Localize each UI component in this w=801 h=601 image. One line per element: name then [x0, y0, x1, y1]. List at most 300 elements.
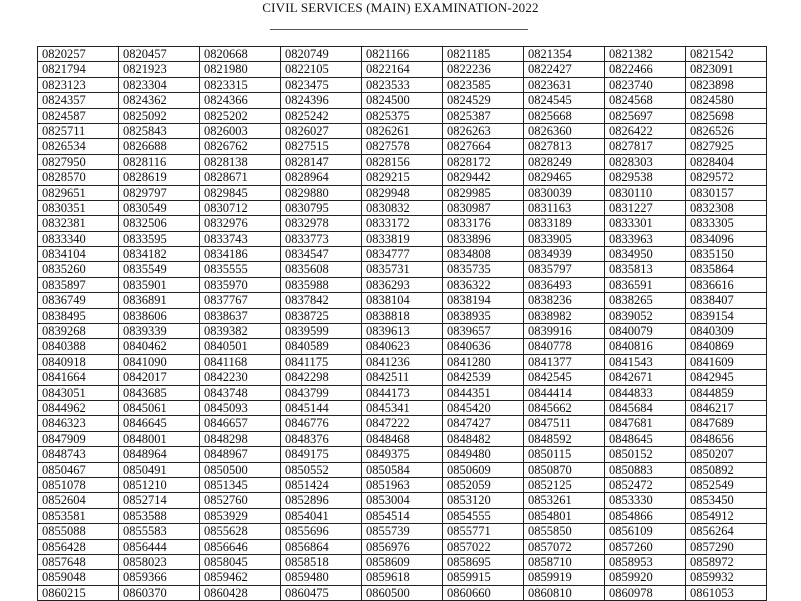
roll-number-cell: 0850491 [119, 462, 200, 477]
roll-number-cell: 0826263 [443, 123, 524, 138]
roll-number-cell: 0840309 [686, 324, 767, 339]
table-row [38, 324, 767, 339]
roll-number-cell: 0852549 [686, 477, 767, 492]
roll-number-cell: 0826762 [200, 139, 281, 154]
roll-number-cell: 0848967 [200, 447, 281, 462]
roll-number-cell: 0835260 [38, 262, 119, 277]
roll-number-cell: 0846645 [119, 416, 200, 431]
roll-number-cell: 0853450 [686, 493, 767, 508]
roll-number-cell: 0852604 [38, 493, 119, 508]
roll-number-cell: 0846217 [686, 400, 767, 415]
roll-number-cell: 0854801 [524, 508, 605, 523]
roll-number-cell: 0859462 [200, 570, 281, 585]
table-row [38, 293, 767, 308]
roll-number-cell: 0858972 [686, 554, 767, 569]
roll-number-cell: 0847222 [362, 416, 443, 431]
roll-number-cell: 0844351 [443, 385, 524, 400]
roll-number-cell: 0828671 [200, 170, 281, 185]
roll-number-cell: 0855628 [200, 524, 281, 539]
table-row [38, 216, 767, 231]
roll-number-cell: 0860215 [38, 585, 119, 600]
roll-number-cell: 0835731 [362, 262, 443, 277]
table-row [38, 262, 767, 277]
roll-number-cell: 0848645 [605, 431, 686, 446]
roll-number-cell: 0826534 [38, 139, 119, 154]
roll-number-cell: 0845684 [605, 400, 686, 415]
table-row [38, 554, 767, 569]
roll-number-cell: 0853261 [524, 493, 605, 508]
roll-number-cell: 0838236 [524, 293, 605, 308]
roll-number-cell: 0821185 [443, 47, 524, 62]
roll-number-cell: 0822105 [281, 62, 362, 77]
roll-number-cell: 0845420 [443, 400, 524, 415]
table-row [38, 370, 767, 385]
roll-number-cell: 0833305 [686, 216, 767, 231]
roll-number-cell: 0857648 [38, 554, 119, 569]
roll-number-cell: 0858609 [362, 554, 443, 569]
roll-number-cell: 0825843 [119, 123, 200, 138]
roll-number-cell: 0838637 [200, 308, 281, 323]
roll-number-cell: 0838725 [281, 308, 362, 323]
roll-number-cell: 0850609 [443, 462, 524, 477]
roll-number-cell: 0820257 [38, 47, 119, 62]
roll-number-cell: 0828404 [686, 154, 767, 169]
roll-number-cell: 0833896 [443, 231, 524, 246]
roll-number-cell: 0828570 [38, 170, 119, 185]
roll-number-cell: 0825698 [686, 108, 767, 123]
table-row [38, 139, 767, 154]
title-underline [270, 29, 528, 30]
roll-number-cell: 0827817 [605, 139, 686, 154]
roll-number-cell: 0835988 [281, 277, 362, 292]
roll-number-cell: 0855088 [38, 524, 119, 539]
table-row [38, 339, 767, 354]
roll-number-cell: 0844859 [686, 385, 767, 400]
roll-number-cell: 0848964 [119, 447, 200, 462]
roll-number-cell: 0845144 [281, 400, 362, 415]
roll-number-cell: 0840589 [281, 339, 362, 354]
roll-number-cell: 0843799 [281, 385, 362, 400]
roll-number-cell: 0860978 [605, 585, 686, 600]
roll-number-cell: 0835797 [524, 262, 605, 277]
roll-number-cell: 0833595 [119, 231, 200, 246]
roll-number-cell: 0841377 [524, 354, 605, 369]
roll-number-cell: 0850870 [524, 462, 605, 477]
roll-number-cell: 0825375 [362, 108, 443, 123]
table-row [38, 585, 767, 600]
table-row [38, 493, 767, 508]
roll-number-cell: 0852714 [119, 493, 200, 508]
roll-number-cell: 0822236 [443, 62, 524, 77]
roll-number-cell: 0835901 [119, 277, 200, 292]
roll-number-cell: 0824545 [524, 93, 605, 108]
roll-number-cell: 0839382 [200, 324, 281, 339]
roll-number-cell: 0858045 [200, 554, 281, 569]
roll-number-cell: 0851078 [38, 477, 119, 492]
roll-number-cell: 0860370 [119, 585, 200, 600]
roll-number-cell: 0821166 [362, 47, 443, 62]
roll-number-cell: 0856428 [38, 539, 119, 554]
roll-number-cell: 0855739 [362, 524, 443, 539]
roll-number-cell: 0829880 [281, 185, 362, 200]
roll-number-cell: 0854514 [362, 508, 443, 523]
roll-number-cell: 0828116 [119, 154, 200, 169]
roll-number-cell: 0834096 [686, 231, 767, 246]
table-row [38, 400, 767, 415]
roll-number-cell: 0836322 [443, 277, 524, 292]
roll-number-cell: 0840501 [200, 339, 281, 354]
roll-number-cell: 0827925 [686, 139, 767, 154]
roll-number-cell: 0838935 [443, 308, 524, 323]
roll-number-cell: 0855583 [119, 524, 200, 539]
roll-number-cell: 0824362 [119, 93, 200, 108]
roll-number-cell: 0829845 [200, 185, 281, 200]
roll-number-cell: 0829442 [443, 170, 524, 185]
roll-number-cell: 0851210 [119, 477, 200, 492]
roll-number-cell: 0857290 [686, 539, 767, 554]
roll-number-cell: 0827813 [524, 139, 605, 154]
roll-number-cell: 0832978 [281, 216, 362, 231]
roll-number-cell: 0856109 [605, 524, 686, 539]
table-row [38, 93, 767, 108]
table-row [38, 277, 767, 292]
roll-number-cell: 0831163 [524, 200, 605, 215]
roll-number-cell: 0833773 [281, 231, 362, 246]
roll-number-cell: 0848298 [200, 431, 281, 446]
roll-number-cell: 0839916 [524, 324, 605, 339]
roll-number-cell: 0838265 [605, 293, 686, 308]
roll-number-cell: 0842298 [281, 370, 362, 385]
roll-number-cell: 0839268 [38, 324, 119, 339]
roll-number-cell: 0835897 [38, 277, 119, 292]
roll-number-cell: 0830549 [119, 200, 200, 215]
roll-number-cell: 0846776 [281, 416, 362, 431]
roll-number-cell: 0830110 [605, 185, 686, 200]
roll-number-cell: 0843748 [200, 385, 281, 400]
roll-number-cell: 0824587 [38, 108, 119, 123]
roll-number-cell: 0859366 [119, 570, 200, 585]
roll-number-cell: 0861053 [686, 585, 767, 600]
roll-number-cell: 0860810 [524, 585, 605, 600]
roll-number-cell: 0842511 [362, 370, 443, 385]
roll-number-cell: 0850152 [605, 447, 686, 462]
roll-number-cell: 0838194 [443, 293, 524, 308]
roll-number-cell: 0823123 [38, 77, 119, 92]
table-row [38, 170, 767, 185]
roll-number-cell: 0844414 [524, 385, 605, 400]
roll-number-cell: 0849480 [443, 447, 524, 462]
roll-number-cell: 0835864 [686, 262, 767, 277]
roll-number-cell: 0856976 [362, 539, 443, 554]
roll-number-cell: 0853581 [38, 508, 119, 523]
roll-number-cell: 0855696 [281, 524, 362, 539]
roll-number-cell: 0852760 [200, 493, 281, 508]
table-row [38, 62, 767, 77]
roll-number-cell: 0832381 [38, 216, 119, 231]
roll-number-cell: 0848482 [443, 431, 524, 446]
roll-number-cell: 0835555 [200, 262, 281, 277]
roll-number-cell: 0836616 [686, 277, 767, 292]
roll-number-cell: 0821980 [200, 62, 281, 77]
roll-number-cell: 0835813 [605, 262, 686, 277]
roll-number-cell: 0860475 [281, 585, 362, 600]
roll-number-cell: 0833743 [200, 231, 281, 246]
roll-number-cell: 0825202 [200, 108, 281, 123]
roll-number-cell: 0824580 [686, 93, 767, 108]
roll-number-cell: 0852472 [605, 477, 686, 492]
roll-number-cell: 0840079 [605, 324, 686, 339]
roll-number-cell: 0850584 [362, 462, 443, 477]
roll-number-cell: 0849175 [281, 447, 362, 462]
roll-number-cell: 0831227 [605, 200, 686, 215]
roll-number-cell: 0839657 [443, 324, 524, 339]
table-row [38, 77, 767, 92]
roll-number-cell: 0828147 [281, 154, 362, 169]
table-row [38, 231, 767, 246]
roll-number-cell: 0828249 [524, 154, 605, 169]
roll-number-cell: 0841236 [362, 354, 443, 369]
roll-number-cell: 0823315 [200, 77, 281, 92]
roll-number-cell: 0833340 [38, 231, 119, 246]
roll-number-cell: 0838606 [119, 308, 200, 323]
roll-number-cell: 0823533 [362, 77, 443, 92]
roll-number-cell: 0823304 [119, 77, 200, 92]
roll-number-cell: 0845061 [119, 400, 200, 415]
roll-number-cell: 0835970 [200, 277, 281, 292]
roll-number-cell: 0825668 [524, 108, 605, 123]
roll-number-cell: 0824357 [38, 93, 119, 108]
roll-number-cell: 0842017 [119, 370, 200, 385]
roll-number-cell: 0840636 [443, 339, 524, 354]
table-row [38, 447, 767, 462]
roll-number-cell: 0826422 [605, 123, 686, 138]
roll-number-cell: 0837767 [200, 293, 281, 308]
roll-number-cell: 0843051 [38, 385, 119, 400]
roll-number-cell: 0835735 [443, 262, 524, 277]
roll-number-cell: 0839052 [605, 308, 686, 323]
roll-number-cell: 0834547 [281, 247, 362, 262]
roll-number-cell: 0857260 [605, 539, 686, 554]
roll-number-cell: 0859915 [443, 570, 524, 585]
table-row [38, 416, 767, 431]
roll-number-cell: 0840778 [524, 339, 605, 354]
roll-number-cell: 0855850 [524, 524, 605, 539]
roll-number-cell: 0823475 [281, 77, 362, 92]
roll-number-cell: 0856264 [686, 524, 767, 539]
roll-number-cell: 0833301 [605, 216, 686, 231]
roll-number-cell: 0859480 [281, 570, 362, 585]
roll-number-cell: 0833963 [605, 231, 686, 246]
roll-number-cell: 0835150 [686, 247, 767, 262]
roll-number-cell: 0830157 [686, 185, 767, 200]
table-row [38, 431, 767, 446]
roll-number-cell: 0824529 [443, 93, 524, 108]
roll-number-cell: 0829651 [38, 185, 119, 200]
roll-number-cell: 0836749 [38, 293, 119, 308]
roll-number-cell: 0838104 [362, 293, 443, 308]
roll-number-cell: 0840816 [605, 339, 686, 354]
roll-number-cell: 0854555 [443, 508, 524, 523]
roll-number-cell: 0824396 [281, 93, 362, 108]
roll-number-cell: 0829985 [443, 185, 524, 200]
roll-number-cell: 0834186 [200, 247, 281, 262]
roll-number-cell: 0841175 [281, 354, 362, 369]
roll-number-cell: 0841280 [443, 354, 524, 369]
roll-number-cell: 0820749 [281, 47, 362, 62]
roll-number-cell: 0840462 [119, 339, 200, 354]
roll-number-cell: 0842539 [443, 370, 524, 385]
roll-number-cell: 0832308 [686, 200, 767, 215]
table-row [38, 477, 767, 492]
roll-number-cell: 0829572 [686, 170, 767, 185]
roll-number-cell: 0820668 [200, 47, 281, 62]
roll-number-cell: 0838982 [524, 308, 605, 323]
table-row [38, 123, 767, 138]
roll-number-cell: 0822164 [362, 62, 443, 77]
roll-number-cell: 0826261 [362, 123, 443, 138]
roll-number-cell: 0826003 [200, 123, 281, 138]
roll-number-cell: 0827664 [443, 139, 524, 154]
roll-number-cell: 0850883 [605, 462, 686, 477]
roll-number-cell: 0851963 [362, 477, 443, 492]
roll-number-cell: 0826360 [524, 123, 605, 138]
roll-number-cell: 0827515 [281, 139, 362, 154]
roll-number-cell: 0841609 [686, 354, 767, 369]
roll-number-cell: 0828964 [281, 170, 362, 185]
roll-number-cell: 0821542 [686, 47, 767, 62]
roll-number-cell: 0826688 [119, 139, 200, 154]
roll-number-cell: 0836493 [524, 277, 605, 292]
roll-number-cell: 0823631 [524, 77, 605, 92]
table-row [38, 354, 767, 369]
roll-number-cell: 0858710 [524, 554, 605, 569]
roll-number-cell: 0860660 [443, 585, 524, 600]
roll-number-cell: 0858518 [281, 554, 362, 569]
roll-number-cell: 0855771 [443, 524, 524, 539]
roll-number-cell: 0847909 [38, 431, 119, 446]
roll-number-cell: 0838407 [686, 293, 767, 308]
roll-number-cell: 0829215 [362, 170, 443, 185]
table-row [38, 308, 767, 323]
roll-number-cell: 0832506 [119, 216, 200, 231]
table-row [38, 247, 767, 262]
roll-number-cell: 0854866 [605, 508, 686, 523]
table-row [38, 462, 767, 477]
roll-number-cell: 0854912 [686, 508, 767, 523]
roll-number-cell: 0848743 [38, 447, 119, 462]
roll-number-cell: 0833176 [443, 216, 524, 231]
roll-number-cell: 0840869 [686, 339, 767, 354]
roll-number-cell: 0857022 [443, 539, 524, 554]
roll-number-cell: 0854041 [281, 508, 362, 523]
roll-number-cell: 0853330 [605, 493, 686, 508]
roll-number-cell: 0825387 [443, 108, 524, 123]
table-row [38, 154, 767, 169]
roll-number-cell: 0853004 [362, 493, 443, 508]
roll-number-cell: 0847681 [605, 416, 686, 431]
roll-number-cell: 0828138 [200, 154, 281, 169]
roll-number-cell: 0826526 [686, 123, 767, 138]
roll-number-cell: 0850552 [281, 462, 362, 477]
roll-number-cell: 0848656 [686, 431, 767, 446]
roll-number-cell: 0844962 [38, 400, 119, 415]
roll-number-cell: 0847511 [524, 416, 605, 431]
roll-number-cell: 0821923 [119, 62, 200, 77]
roll-number-cell: 0823585 [443, 77, 524, 92]
roll-number-cell: 0821794 [38, 62, 119, 77]
roll-number-cell: 0834182 [119, 247, 200, 262]
roll-number-cell: 0853588 [119, 508, 200, 523]
roll-number-cell: 0841090 [119, 354, 200, 369]
roll-number-cell: 0829948 [362, 185, 443, 200]
roll-number-cell: 0842230 [200, 370, 281, 385]
roll-number-cell: 0833905 [524, 231, 605, 246]
roll-number-cell: 0822466 [605, 62, 686, 77]
table-row [38, 570, 767, 585]
roll-number-cell: 0846323 [38, 416, 119, 431]
roll-number-cell: 0834104 [38, 247, 119, 262]
roll-number-cell: 0837842 [281, 293, 362, 308]
roll-number-cell: 0833172 [362, 216, 443, 231]
page-title: CIVIL SERVICES (MAIN) EXAMINATION-2022 [262, 0, 539, 15]
roll-number-cell: 0835608 [281, 262, 362, 277]
roll-number-cell: 0832976 [200, 216, 281, 231]
roll-number-cell: 0821354 [524, 47, 605, 62]
roll-number-cell: 0846657 [200, 416, 281, 431]
roll-number-cell: 0830712 [200, 200, 281, 215]
roll-number-cell: 0829538 [605, 170, 686, 185]
roll-number-cell: 0838818 [362, 308, 443, 323]
roll-number-cell: 0833819 [362, 231, 443, 246]
roll-number-cell: 0860428 [200, 585, 281, 600]
roll-number-cell: 0859932 [686, 570, 767, 585]
roll-number-cell: 0836293 [362, 277, 443, 292]
roll-number-cell: 0852125 [524, 477, 605, 492]
roll-number-cell: 0829465 [524, 170, 605, 185]
roll-number-cell: 0830987 [443, 200, 524, 215]
roll-number-cell: 0825092 [119, 108, 200, 123]
roll-number-cell: 0853120 [443, 493, 524, 508]
roll-number-cell: 0859618 [362, 570, 443, 585]
roll-number-cell: 0834950 [605, 247, 686, 262]
roll-number-cell: 0859048 [38, 570, 119, 585]
roll-number-cell: 0841543 [605, 354, 686, 369]
roll-number-cell: 0844173 [362, 385, 443, 400]
roll-number-cell: 0823898 [686, 77, 767, 92]
roll-number-cell: 0852059 [443, 477, 524, 492]
roll-number-cell: 0848592 [524, 431, 605, 446]
roll-number-cell: 0836591 [605, 277, 686, 292]
roll-number-cell: 0849375 [362, 447, 443, 462]
roll-number-cell: 0857072 [524, 539, 605, 554]
roll-number-cell: 0848376 [281, 431, 362, 446]
table-row [38, 385, 767, 400]
roll-number-cell: 0839154 [686, 308, 767, 323]
roll-number-cell: 0840918 [38, 354, 119, 369]
roll-number-cell: 0842545 [524, 370, 605, 385]
roll-number-cell: 0830795 [281, 200, 362, 215]
roll-number-cell: 0842945 [686, 370, 767, 385]
roll-number-cell: 0838495 [38, 308, 119, 323]
roll-number-table-body [38, 47, 767, 601]
roll-number-cell: 0834939 [524, 247, 605, 262]
roll-number-cell: 0825697 [605, 108, 686, 123]
roll-number-cell: 0824366 [200, 93, 281, 108]
roll-number-cell: 0851345 [200, 477, 281, 492]
roll-number-cell: 0822427 [524, 62, 605, 77]
roll-number-cell: 0830832 [362, 200, 443, 215]
roll-number-cell: 0828172 [443, 154, 524, 169]
